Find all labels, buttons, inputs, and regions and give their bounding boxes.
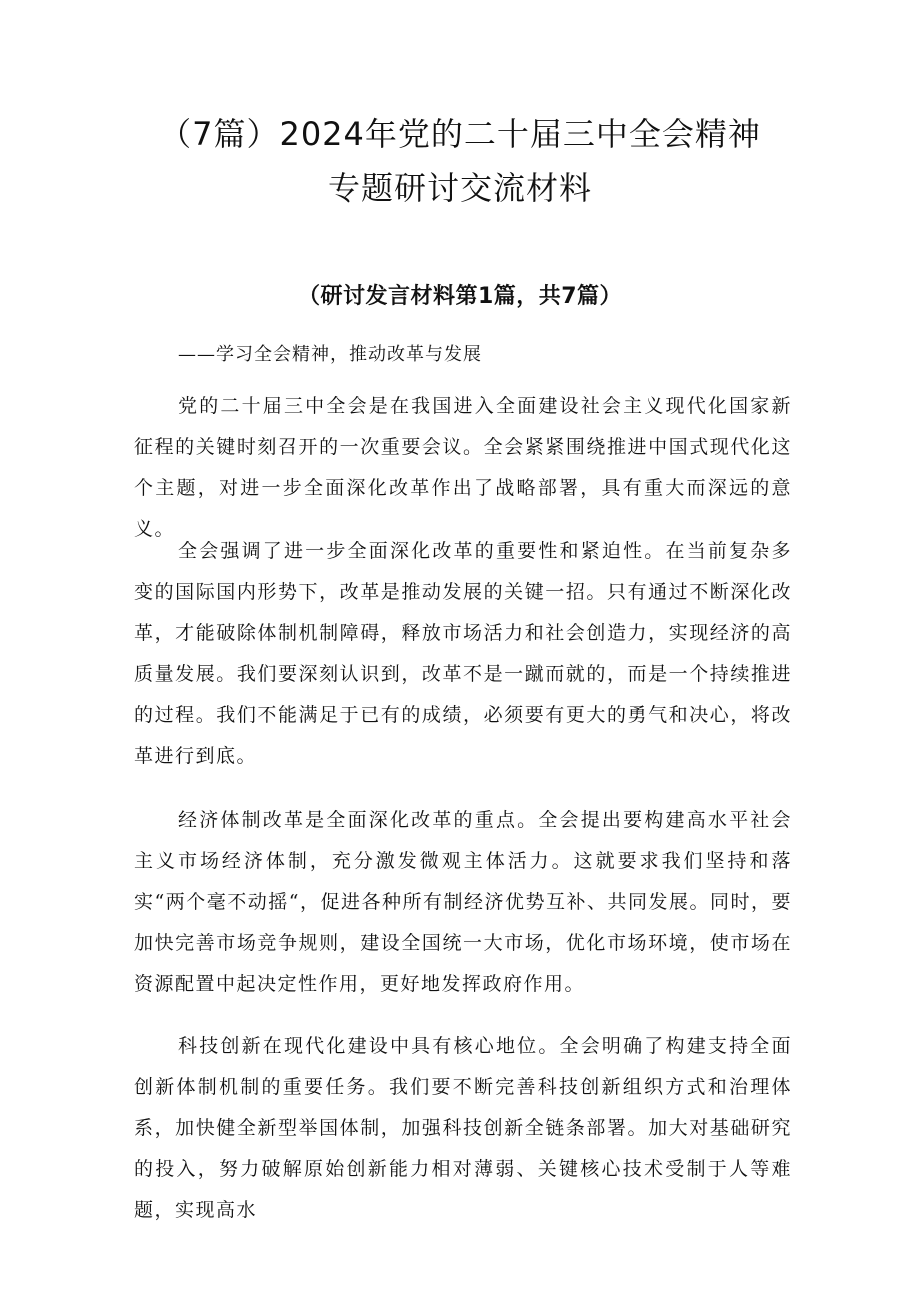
body-paragraph-2: 全会强调了进一步全面深化改革的重要性和紧迫性。在当前复杂多变的国际国内形势下，改革是推动发展的关键一招。只有通过不断深化改革，才能破除体制机制障碍，释放市场活力和社会创造力，实现经济的高质量发展。我们要深刻认识到，改革不是一蹴而就的，而是一个持续推进的过程。我们不能满足于已有的成绩，必须要有更大的勇气和决心，将改革进行到底。: [134, 540, 792, 767]
document-title-line2: 专题研讨交流材料: [327, 169, 592, 207]
section-subtitle: （研讨发言材料第1篇，共7篇）: [297, 284, 623, 309]
body-paragraph-3: 经济体制改革是全面深化改革的重点。全会提出要构建高水平社会主义市场经济体制，充分激发微观主体活力。这就要求我们坚持和落实“两个毫不动摇“，促进各种所有制经济优势互补、共同发展。同时，要加快完善市场竞争规则，建设全国统一大市场，优化市场环境，使市场在资源配置中起决定性作用，更好地发挥政府作用。: [134, 809, 792, 995]
body-paragraph-4: 科技创新在现代化建设中具有核心地位。全会明确了构建支持全面创新体制机制的重要任务。我们要不断完善科技创新组织方式和治理体系，加快健全新型举国体制，加强科技创新全链条部署。加大对基础研究的投入，努力破解原始创新能力相对薄弱、关键核心技术受制于人等难题，实现高水: [134, 1035, 792, 1221]
section-theme: ——学习全会精神，推动改革与发展: [178, 344, 482, 365]
body-paragraph-1: 党的二十届三中全会是在我国进入全面建设社会主义现代化国家新征程的关键时刻召开的一次重要会议。全会紧紧围绕推进中国式现代化这个主题，对进一步全面深化改革作出了战略部署，具有重大而深远的意义。: [134, 395, 792, 540]
document-title-line1: （7篇）2024年党的二十届三中全会精神: [159, 115, 761, 153]
